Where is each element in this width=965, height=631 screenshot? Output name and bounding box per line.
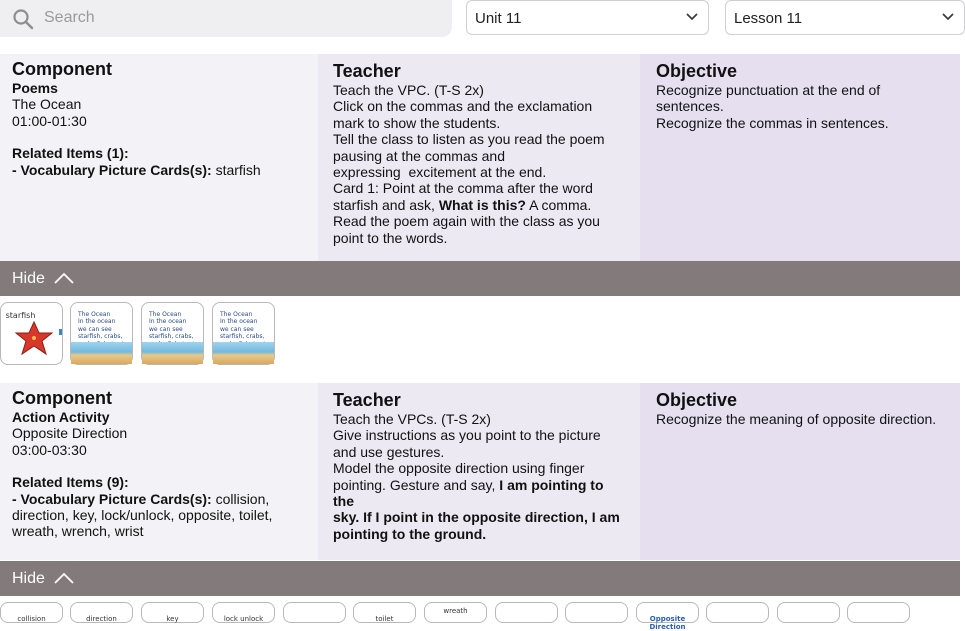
- objective-column: [640, 54, 960, 261]
- hide-label: Hide: [12, 570, 45, 587]
- vocab-card-thumbnail[interactable]: [212, 602, 275, 623]
- objective-line: Recognize the commas in sentences.: [656, 114, 889, 131]
- vocab-card-thumbnail[interactable]: [70, 602, 133, 623]
- component-time: 03:00-03:30: [12, 441, 87, 458]
- chevron-up-icon: [54, 572, 74, 584]
- vocab-card-thumbnail[interactable]: [0, 602, 63, 623]
- vocab-card-thumbnail[interactable]: [777, 602, 840, 623]
- chevron-up-icon: [54, 272, 74, 284]
- teacher-line: starfish and ask, What is this? A comma.: [333, 196, 592, 213]
- vocab-items: collision,: [211, 490, 270, 507]
- objective-heading: Objective: [656, 61, 738, 81]
- vocab-card-thumbnail[interactable]: [636, 602, 699, 631]
- thumbnail-caption: lock unlock: [223, 615, 264, 623]
- thumbnail-caption: wreath: [443, 607, 468, 615]
- component-column: [0, 383, 318, 560]
- teacher-line: expressing excitement at the end.: [333, 164, 547, 181]
- hide-label: Hide: [12, 270, 45, 287]
- component-heading: Component: [12, 59, 112, 79]
- vocab-card-thumbnail[interactable]: [0, 302, 63, 365]
- vocab-card-thumbnail[interactable]: [70, 302, 133, 365]
- teacher-heading: Teacher: [333, 390, 401, 410]
- thumbnail-caption: direction: [86, 615, 117, 623]
- top-bar: [0, 0, 960, 40]
- unit-select-value: Unit 11: [475, 10, 522, 27]
- unit-select[interactable]: [466, 0, 709, 35]
- teacher-line: Model the opposite direction using finger: [333, 460, 585, 477]
- teacher-line: Click on the commas and the exclamation: [333, 98, 593, 115]
- vocab-card-thumbnail[interactable]: [847, 602, 910, 623]
- teacher-heading: Teacher: [333, 61, 401, 81]
- component-type: Poems: [12, 80, 58, 96]
- teacher-line: Tell the class to listen as you read the poem: [333, 131, 605, 148]
- hide-toggle-bar[interactable]: [0, 261, 960, 296]
- objective-heading: Objective: [656, 390, 738, 410]
- starfish-icon: [1, 303, 64, 366]
- teacher-line: pausing at the commas and: [333, 147, 505, 164]
- lesson-component-card: [0, 54, 960, 261]
- teacher-line: Teach the VPC. (T-S 2x): [333, 82, 484, 98]
- teacher-line: point to the words.: [333, 229, 448, 246]
- thumbnail-caption: toilet: [375, 615, 394, 623]
- vocab-card-thumbnail[interactable]: [706, 602, 769, 623]
- vocab-line: [12, 162, 306, 178]
- vocab-line: [12, 491, 306, 540]
- thumbnail-caption: The Ocean In the ocean we can see starfish, crabs,: [149, 311, 194, 341]
- related-items-label: Related Items (1):: [12, 145, 129, 162]
- lesson-select-value: Lesson 11: [734, 10, 803, 27]
- teacher-line: pointing to the ground.: [333, 525, 487, 542]
- search-icon: [12, 8, 34, 30]
- lesson-select[interactable]: [725, 0, 965, 35]
- objective-line: Recognize the meaning of opposite direction.: [656, 411, 937, 427]
- teacher-line: Read the poem again with the class as you: [333, 213, 600, 230]
- thumbnail-caption: Opposite Direction: [649, 615, 686, 631]
- search-input[interactable]: [0, 0, 452, 37]
- thumbnail-caption: collision: [17, 615, 46, 623]
- thumbnail-caption: The Ocean In the ocean we can see starfish, crabs,: [220, 311, 265, 341]
- teacher-column: [318, 54, 640, 261]
- vocab-card-thumbnail[interactable]: [495, 602, 558, 623]
- component-type: Action Activity: [12, 409, 110, 425]
- component-title: The Ocean: [12, 96, 82, 113]
- objective-column: [640, 383, 960, 560]
- vocab-card-thumbnail[interactable]: [212, 302, 275, 365]
- vocab-card-thumbnail[interactable]: [141, 302, 204, 365]
- chevron-down-icon: [686, 13, 698, 21]
- thumbnail-caption: starfish: [5, 311, 36, 320]
- thumbnail-caption: The Ocean In the ocean we can see starfish, crabs,: [78, 311, 123, 341]
- vocab-card-thumbnail[interactable]: [141, 602, 204, 623]
- thumbnail-caption: key: [166, 615, 179, 623]
- teacher-line: sky. If I point in the opposite direction, I am: [333, 509, 620, 526]
- component-time: 01:00-01:30: [12, 112, 87, 129]
- teacher-line: Teach the VPCs. (T-S 2x): [333, 411, 491, 427]
- objective-line: sentences.: [656, 98, 724, 115]
- vocab-card-thumbnail[interactable]: [424, 602, 487, 623]
- hide-toggle-bar[interactable]: [0, 561, 960, 596]
- vocab-label: - Vocabulary Picture Cards(s):: [12, 490, 212, 507]
- vocab-label: - Vocabulary Picture Cards(s):: [12, 161, 212, 178]
- teacher-line: pointing. Gesture and say, I am pointing to the: [333, 476, 608, 510]
- teacher-line: mark to show the students.: [333, 114, 501, 131]
- related-items-thumbnails: [0, 302, 960, 368]
- vocab-items: starfish: [211, 161, 261, 178]
- search-placeholder: Search: [44, 9, 95, 26]
- teacher-line: Give instructions as you point to the picture: [333, 427, 601, 444]
- lesson-component-card: [0, 383, 960, 560]
- component-title: Opposite Direction: [12, 425, 128, 442]
- objective-line: Recognize punctuation at the end of: [656, 82, 881, 98]
- related-items-label: Related Items (9):: [12, 474, 129, 491]
- teacher-line: and use gestures.: [333, 443, 445, 460]
- component-heading: Component: [12, 388, 112, 408]
- teacher-column: [318, 383, 640, 560]
- vocab-card-thumbnail[interactable]: [565, 602, 628, 623]
- component-column: [0, 54, 318, 261]
- vocab-items-more: direction, key, lock/unlock, opposite, toilet, wreath, wrench, wrist: [12, 507, 273, 540]
- teacher-line: Card 1: Point at the comma after the word: [333, 180, 593, 197]
- vocab-card-thumbnail[interactable]: [353, 602, 416, 623]
- vocab-card-thumbnail[interactable]: [283, 602, 346, 623]
- related-items-thumbnails: [0, 602, 960, 631]
- chevron-down-icon: [942, 13, 954, 21]
